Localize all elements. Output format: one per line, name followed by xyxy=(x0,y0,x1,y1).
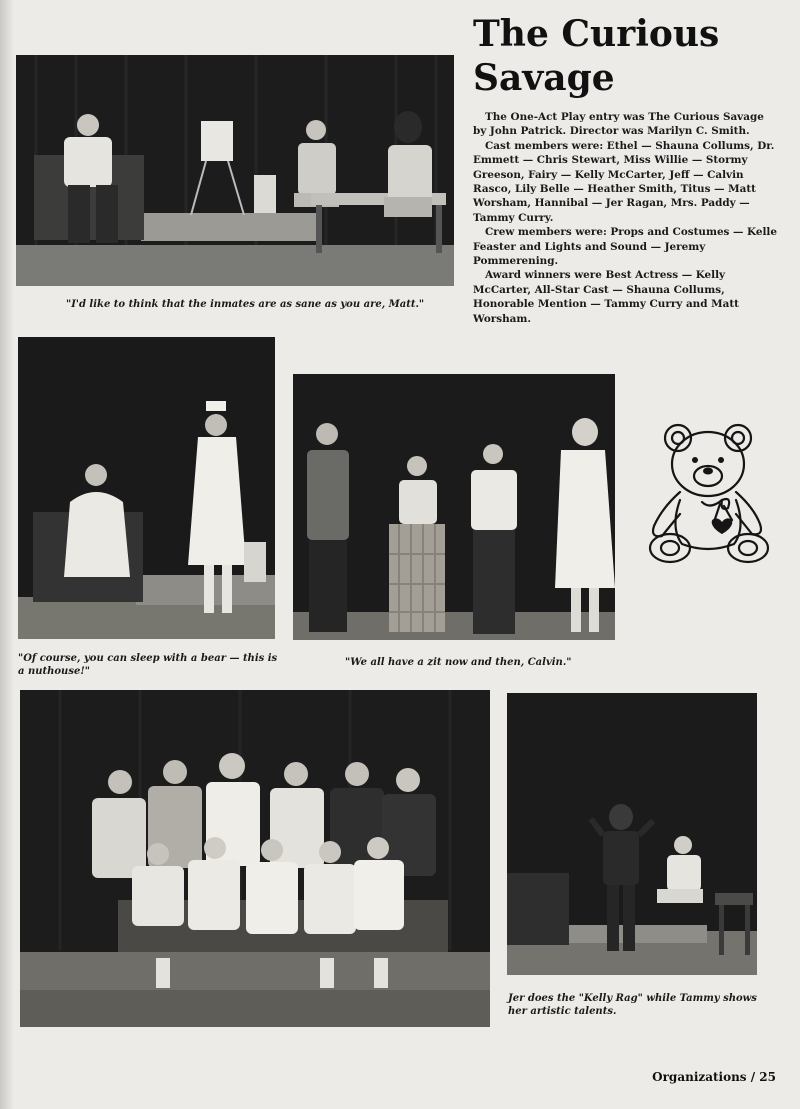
photo-four-actors-scene-image xyxy=(293,374,615,640)
page-folio: Organizations / 25 xyxy=(652,1070,776,1084)
caption-bottom-right-photo: Jer does the "Kelly Rag" while Tammy shows her artistic talents. xyxy=(508,993,757,1017)
caption-middle-left-photo: "Of course, you can sleep with a bear — this is a nuthouse!" xyxy=(18,653,278,677)
article-paragraph: Crew members were: Props and Costumes — Kelle Feaster and Lights and Sound — Jeremy Pommerening. xyxy=(473,226,777,268)
article-title-line-1: The Curious xyxy=(473,13,720,55)
photo-nurse-scene xyxy=(18,337,275,639)
caption-middle-right-photo: "We all have a zit now and then, Calvin." xyxy=(345,657,572,668)
article-paragraph: The One-Act Play entry was The Curious Savage by John Patrick. Director was Marilyn C. Smith. xyxy=(473,111,764,138)
binding-shadow xyxy=(0,0,14,1109)
photo-cast-group-image xyxy=(20,690,490,1027)
caption-top-photo: "I'd like to think that the inmates are as sane as you are, Matt." xyxy=(66,299,425,310)
article-title xyxy=(473,12,783,100)
photo-stage-scene-couch xyxy=(16,55,454,286)
photo-four-actors-scene xyxy=(293,374,615,640)
photo-stage-scene-couch-image xyxy=(16,55,454,286)
article-paragraph: Award winners were Best Actress — Kelly McCarter, All-Star Cast — Shauna Collums, Honorable Mention — Tammy Curry and Matt Worsham. xyxy=(473,269,739,325)
article-body xyxy=(473,110,778,326)
teddy-bear-illustration xyxy=(640,418,776,568)
photo-kelly-rag-scene-image xyxy=(507,693,757,975)
photo-nurse-scene-image xyxy=(18,337,275,639)
article-title-line-2: Savage xyxy=(473,57,615,99)
photo-cast-group xyxy=(20,690,490,1027)
photo-kelly-rag-scene xyxy=(507,693,757,975)
article-paragraph: Cast members were: Ethel — Shauna Collums, Dr. Emmett — Chris Stewart, Miss Willie — Stormy Greeson, Fairy — Kelly McCarter, Jeff — Calvin Rasco, Lily Belle — Heather Smith, Titus — Matt Worsham, Hannibal — Jer Ragan, Mrs. Paddy — Tammy Curry. xyxy=(473,139,775,224)
